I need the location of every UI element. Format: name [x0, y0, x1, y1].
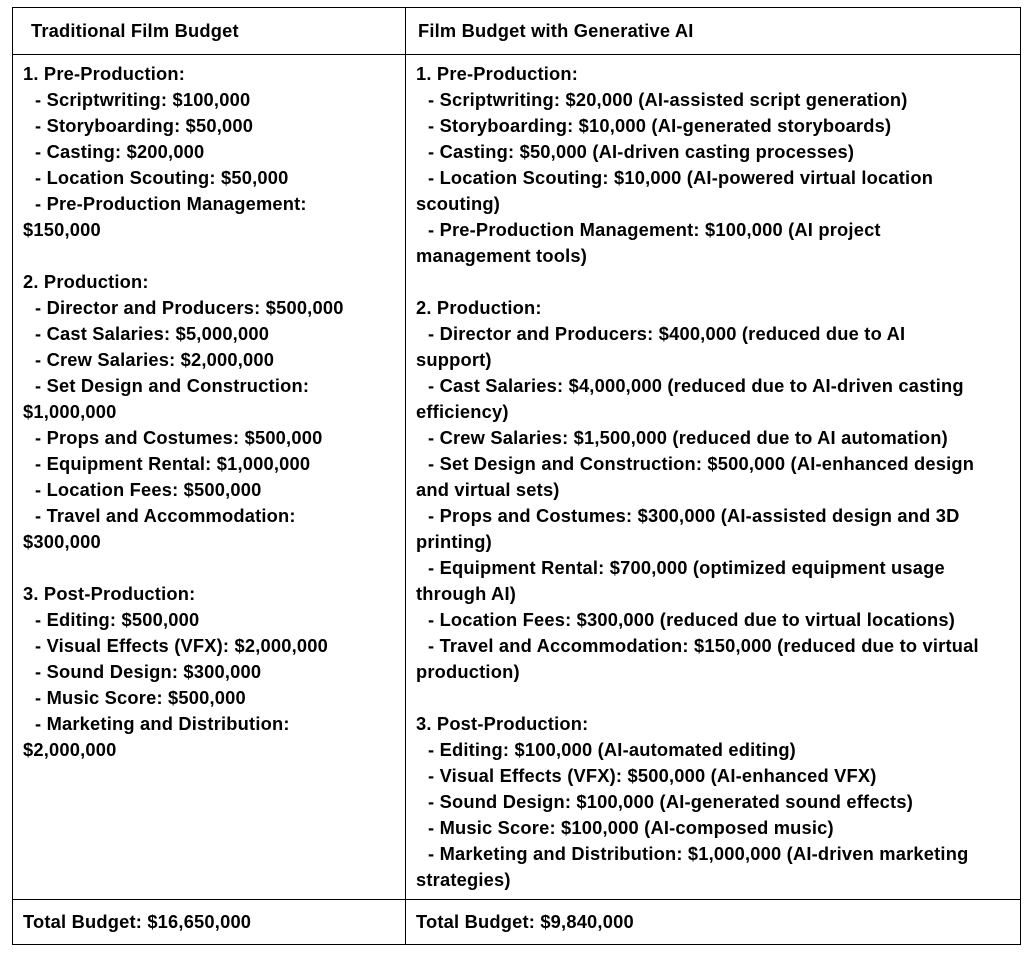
total-cell-genai: Total Budget: $9,840,000	[406, 900, 1021, 945]
budget-comparison-table	[12, 7, 1021, 945]
budget-line-item: - Pre-Production Management: $100,000 (AI project management tools)	[416, 219, 881, 266]
budget-line-item: - Sound Design: $300,000	[35, 661, 262, 682]
budget-line-item: - Music Score: $100,000 (AI-composed music)	[428, 817, 834, 838]
body-cell-genai	[406, 55, 1021, 900]
section-title: 2. Production:	[23, 271, 149, 292]
budget-line-item: - Music Score: $500,000	[35, 687, 246, 708]
section-title: 1. Pre-Production:	[23, 63, 186, 84]
budget-line-item: - Marketing and Distribution: $1,000,000 (AI-driven marketing strategies)	[416, 843, 969, 890]
body-cell-traditional	[13, 55, 406, 900]
budget-line-item: - Marketing and Distribution: $2,000,000	[23, 713, 290, 760]
budget-line-item: - Editing: $500,000	[35, 609, 200, 630]
section-title: 3. Post-Production:	[416, 713, 589, 734]
budget-line-item: - Location Fees: $500,000	[35, 479, 262, 500]
budget-line-item: - Pre-Production Management: $150,000	[23, 193, 307, 240]
budget-line-item: - Equipment Rental: $700,000 (optimized equipment usage through AI)	[416, 557, 945, 604]
budget-line-item: - Set Design and Construction: $500,000 (AI-enhanced design and virtual sets)	[416, 453, 975, 500]
section-title: 2. Production:	[416, 297, 542, 318]
budget-line-item: - Location Scouting: $10,000 (AI-powered virtual location scouting)	[416, 167, 934, 214]
budget-line-item: - Cast Salaries: $5,000,000	[35, 323, 270, 344]
budget-line-item: - Location Scouting: $50,000	[35, 167, 289, 188]
budget-line-item: - Visual Effects (VFX): $2,000,000	[35, 635, 328, 656]
budget-line-item: - Crew Salaries: $2,000,000	[35, 349, 275, 370]
body-row	[13, 55, 1021, 900]
total-cell-traditional: Total Budget: $16,650,000	[13, 900, 406, 945]
budget-line-item: - Storyboarding: $10,000 (AI-generated storyboards)	[428, 115, 892, 136]
budget-line-item: - Props and Costumes: $300,000 (AI-assisted design and 3D printing)	[416, 505, 960, 552]
budget-line-item: - Storyboarding: $50,000	[35, 115, 254, 136]
budget-line-item: - Editing: $100,000 (AI-automated editing)	[428, 739, 796, 760]
budget-line-item: - Travel and Accommodation: $300,000	[23, 505, 296, 552]
column-header-traditional: Traditional Film Budget	[13, 8, 406, 55]
budget-line-item: - Location Fees: $300,000 (reduced due to virtual locations)	[428, 609, 956, 630]
budget-line-item: - Visual Effects (VFX): $500,000 (AI-enhanced VFX)	[428, 765, 877, 786]
budget-line-item: - Director and Producers: $400,000 (reduced due to AI support)	[416, 323, 906, 370]
budget-line-item: - Set Design and Construction: $1,000,000	[23, 375, 310, 422]
budget-line-item: - Props and Costumes: $500,000	[35, 427, 323, 448]
budget-line-item: - Scriptwriting: $100,000	[35, 89, 251, 110]
budget-line-item: - Crew Salaries: $1,500,000 (reduced due to AI automation)	[428, 427, 948, 448]
budget-line-item: - Director and Producers: $500,000	[35, 297, 344, 318]
header-row	[13, 8, 1021, 55]
budget-line-item: - Casting: $200,000	[35, 141, 205, 162]
column-header-genai: Film Budget with Generative AI	[406, 8, 1021, 55]
budget-line-item: - Scriptwriting: $20,000 (AI-assisted script generation)	[428, 89, 908, 110]
budget-line-item: - Travel and Accommodation: $150,000 (reduced due to virtual production)	[416, 635, 979, 682]
budget-line-item: - Cast Salaries: $4,000,000 (reduced due to AI-driven casting efficiency)	[416, 375, 964, 422]
budget-line-item: - Sound Design: $100,000 (AI-generated sound effects)	[428, 791, 913, 812]
budget-line-item: - Equipment Rental: $1,000,000	[35, 453, 311, 474]
section-title: 3. Post-Production:	[23, 583, 196, 604]
budget-line-item: - Casting: $50,000 (AI-driven casting processes)	[428, 141, 855, 162]
section-title: 1. Pre-Production:	[416, 63, 579, 84]
total-row	[13, 900, 1021, 945]
